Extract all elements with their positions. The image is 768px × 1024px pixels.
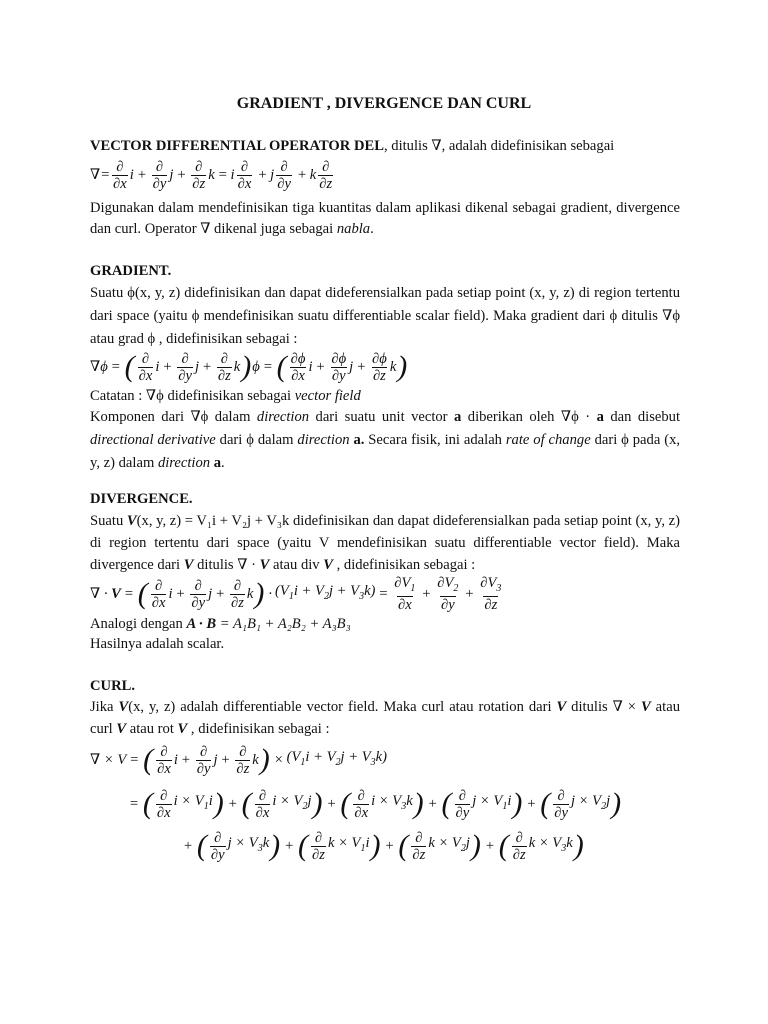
curl-V-5: V — [177, 721, 188, 737]
curl-V-4: V — [116, 721, 127, 737]
curl-V-2: V — [556, 699, 567, 715]
comp-a-1: a — [454, 409, 462, 425]
comp-text-8: . — [221, 455, 225, 471]
div-text-c: ditulis ∇ · — [193, 557, 260, 573]
curl-equation-line-1: ∇ × V = ( $\frac{\partial}{\partial x}$ i + $\frac{\partial}{\partial y}$ j + $\frac{\partial}{\partial z}$ k ) × $(V_1i + V_2j + V_3k)$ — [90, 743, 387, 777]
analog-AB: A · B — [186, 616, 217, 632]
div-V-4: V — [323, 557, 333, 573]
div-text-d: atau div — [269, 557, 324, 573]
analog-expr: = A₁B₁ + A₂B₂ + A₃B₃ — [216, 616, 351, 632]
note-prefix: Catatan : ∇ϕ didefinisikan sebagai — [90, 388, 295, 404]
comp-a-4: a — [210, 455, 222, 471]
curl-text-b: (x, y, z) adalah differentiable vector field. Maka curl atau rotation dari — [128, 699, 557, 715]
div-V-2: V — [183, 557, 194, 573]
comp-direction-1: direction — [256, 409, 310, 425]
curl-equation-line-2: = ( $\frac{\partial}{\partial x}$ $i \times V_1i$ ) + ( $\frac{\partial}{\partial x}$ $i \times V_2j$ ) + ( $\frac{\partial}{\partial x}$ $i \times V_3k$ ) + ( $\frac{\partial}{\partial y}$ $j \times V_1i$ ) + ( $\frac{\partial}{\partial y}$ $j \times V_2j$ ) — [129, 787, 622, 821]
comp-text-7: dari ϕ pada (x, y, z) dalam — [90, 432, 681, 471]
comp-text-1: Komponen dari ∇ϕ dalam — [90, 409, 257, 425]
comp-text-3: diberikan oleh ∇ϕ · — [461, 409, 597, 425]
curl-V-1: V — [118, 699, 129, 715]
curl-text-a: Jika — [90, 699, 119, 715]
comp-text-5: dari ϕ dalam — [215, 432, 298, 448]
comp-text-4: dan disebut — [603, 409, 680, 425]
divergence-analogy — [90, 614, 680, 635]
del-description — [90, 198, 680, 240]
curl-heading: CURL. — [90, 678, 135, 694]
div-V-1: V — [126, 513, 137, 529]
comp-direction-2: direction — [297, 432, 350, 448]
curl-text-c: ditulis ∇ × — [566, 699, 641, 715]
comp-text-6: Secara fisik, ini adalah — [364, 432, 506, 448]
del-equation: ∇= $\frac{\partial}{\partial x}$ i + $\frac{\partial}{\partial y}$ j + $\frac{\partial}{\partial z}$ k = i $\frac{\partial}{\partial x}$ + j $\frac{\partial}{\partial y}$ + k $\frac{\partial}{\partial z}$ — [90, 158, 333, 192]
comp-a-2: a — [596, 409, 604, 425]
div-text-b: (x, y, z) = V₁i + V₂j + V₃k didefinisikan dan dapat dideferensialkan pada setiap point (x, y, z) di region tertentu dari space (yaitu V mendefinisikan suatu differentiable vector field). Maka divergence dari — [90, 513, 680, 573]
comp-direction-3: direction — [157, 455, 211, 471]
gradient-heading: GRADIENT. — [90, 263, 172, 279]
analog-text: Analogi dengan — [90, 616, 187, 632]
del-heading: VECTOR DIFFERENTIAL OPERATOR DEL — [90, 138, 384, 154]
del-desc-text: Digunakan dalam mendefinisikan tiga kuantitas dalam aplikasi dikenal sebagai gradient, divergence dan curl. Operator ∇ dikenal juga sebagai — [90, 200, 680, 237]
curl-V-3: V — [640, 699, 651, 715]
curl-definition — [90, 696, 680, 740]
del-desc-end: . — [370, 221, 374, 237]
gradient-equation: ∇ϕ = ( $\frac{\partial}{\partial x}$ i + $\frac{\partial}{\partial y}$ j + $\frac{\partial}{\partial z}$ k ) ϕ = ( $\frac{\partial\phi}{\partial x}$ i + $\frac{\partial\phi}{\partial y}$ j + $\frac{\partial\phi}{\partial z}$ k ) — [90, 350, 408, 384]
div-text-a: Suatu — [90, 513, 127, 529]
comp-text-2: dari suatu unit vector — [309, 409, 455, 425]
gradient-definition: Suatu ϕ(x, y, z) didefinisikan dan dapat dideferensialkan pada setiap point (x, y, z) di region tertentu dari space (yaitu ϕ mendefinisikan suatu differentiable scalar field). Maka gradient dari ϕ ditulis ∇ϕ atau grad ϕ , didefinisikan sebagai : — [90, 285, 680, 347]
comp-a-3: a. — [349, 432, 365, 448]
div-text-e: , didefinisikan sebagai : — [332, 557, 476, 573]
comp-rate-of-change: rate of change — [505, 432, 591, 448]
divergence-result: Hasilnya adalah scalar. — [90, 636, 225, 652]
del-intro-text: , ditulis ∇, adalah didefinisikan sebagai — [383, 138, 615, 154]
divergence-heading: DIVERGENCE. — [90, 491, 193, 507]
div-V-3: V — [259, 557, 270, 573]
divergence-equation: ∇ · V = ( $\frac{\partial}{\partial x}$ i + $\frac{\partial}{\partial y}$ j + $\frac{\partial}{\partial z}$ k ) · $(V_1i + V_2j + V_3k)$ = $\frac{\partial V_1}{\partial x}$ + $\frac{\partial V_2}{\partial y}$ + $\frac{\partial V_3}{\partial z}$ — [90, 574, 502, 614]
curl-text-e: atau rot — [126, 721, 178, 737]
gradient-note — [90, 386, 680, 407]
comp-directional-derivative: directional derivative — [90, 432, 216, 448]
gradient-component-text — [90, 406, 680, 475]
document-title: GRADIENT , DIVERGENCE DAN CURL — [236, 95, 532, 112]
nabla-term: nabla — [336, 221, 371, 237]
curl-text-f: , didefinisikan sebagai : — [187, 721, 330, 737]
curl-text-d: atau curl — [90, 699, 680, 737]
curl-equation-line-3: + ( $\frac{\partial}{\partial y}$ $j \times V_3k$ ) + ( $\frac{\partial}{\partial z}$ $k \times V_1i$ ) + ( $\frac{\partial}{\partial z}$ $k \times V_2j$ ) + ( $\frac{\partial}{\partial z}$ $k \times V_3k$ ) — [183, 829, 584, 863]
divergence-definition — [90, 510, 680, 576]
note-vector-field: vector field — [294, 388, 361, 404]
